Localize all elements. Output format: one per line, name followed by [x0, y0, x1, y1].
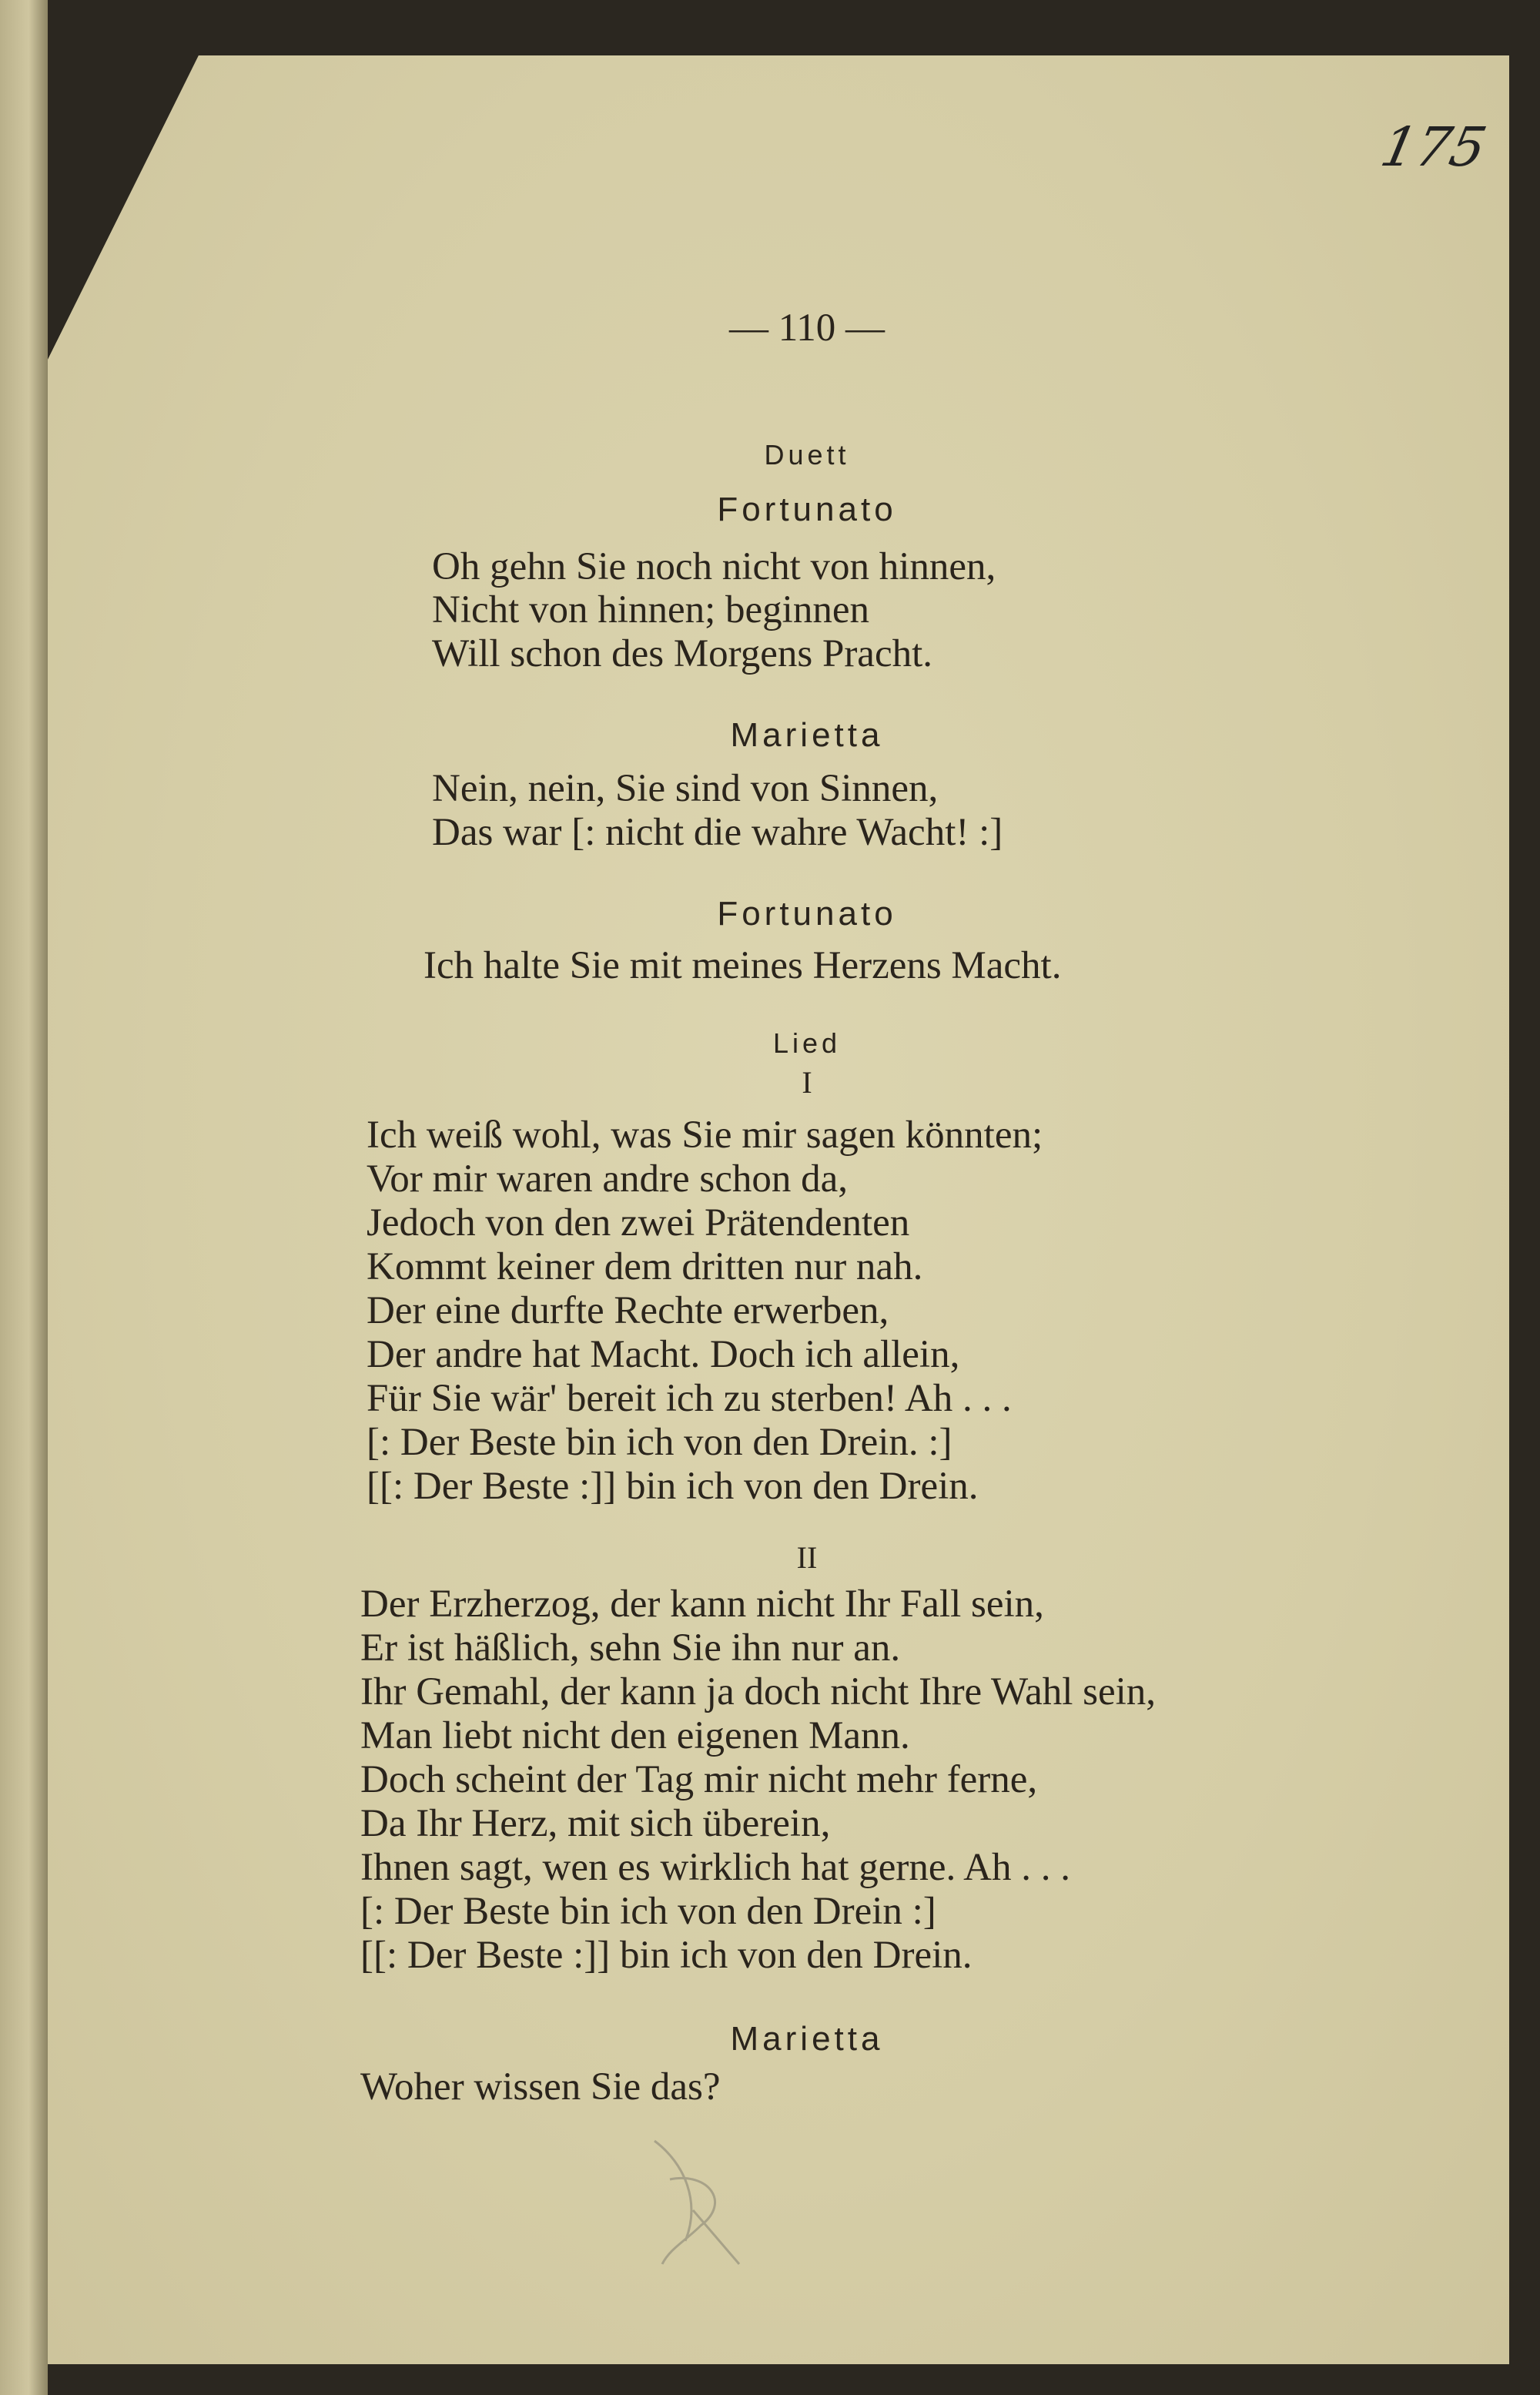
verse-line: Der andre hat Macht. Doch ich allein,: [367, 1333, 960, 1376]
section-heading-lied: Lied: [772, 1027, 842, 1059]
verse-line: Ich halte Sie mit meines Herzens Macht.: [424, 944, 1062, 987]
verse-line: [: Der Beste bin ich von den Drein :]: [360, 1890, 936, 1933]
verse-line: Da Ihr Herz, mit sich überein,: [360, 1802, 831, 1845]
speaker-name: Marietta: [730, 716, 884, 754]
verse-line: Doch scheint der Tag mir nicht mehr ferne,: [360, 1758, 1038, 1801]
verse-line: Vor mir waren andre schon da,: [367, 1157, 849, 1201]
speaker-name: Marietta: [730, 2020, 884, 2058]
verse-line: Er ist häßlich, sehn Sie ihn nur an.: [360, 1626, 901, 1670]
verse-line: Das war [: nicht die wahre Wacht! :]: [432, 811, 1003, 854]
verse-line: Der Erzherzog, der kann nicht Ihr Fall sein,: [360, 1583, 1044, 1626]
verse-line: Woher wissen Sie das?: [360, 2065, 721, 2109]
verse-line: Der eine durfte Rechte erwerben,: [367, 1289, 889, 1332]
verse-line: Ihnen sagt, wen es wirklich hat gerne. Ah . . .: [360, 1846, 1071, 1889]
verse-line: Kommt keiner dem dritten nur nah.: [367, 1245, 923, 1288]
verse-line: Man liebt nicht den eigenen Mann.: [360, 1714, 910, 1757]
verse-line: Will schon des Morgens Pracht.: [432, 632, 933, 675]
speaker-name: Fortunato: [717, 895, 897, 933]
verse-line: Nein, nein, Sie sind von Sinnen,: [432, 767, 939, 810]
speaker-name: Fortunato: [717, 491, 897, 528]
verse-line: Oh gehn Sie noch nicht von hinnen,: [432, 545, 996, 588]
verse-line: Jedoch von den zwei Prätendenten: [367, 1201, 910, 1244]
pencil-mark-icon: [639, 2133, 755, 2272]
verse-line: [[: Der Beste :]] bin ich von den Drein.: [360, 1934, 973, 1977]
verse-line: Nicht von hinnen; beginnen: [432, 588, 869, 631]
stanza-number: II: [796, 1540, 818, 1575]
verse-line: [[: Der Beste :]] bin ich von den Drein.: [367, 1465, 979, 1508]
section-heading-duett: Duett: [764, 439, 850, 471]
verse-line: [: Der Beste bin ich von den Drein. :]: [367, 1421, 952, 1464]
stanza-number: I: [802, 1065, 812, 1100]
verse-line: Für Sie wär' bereit ich zu sterben! Ah . . .: [367, 1377, 1012, 1420]
previous-page-edge: [0, 0, 48, 2395]
page-number: — 110 —: [728, 306, 886, 350]
verse-line: Ihr Gemahl, der kann ja doch nicht Ihre Wahl sein,: [360, 1670, 1157, 1713]
verse-line: Ich weiß wohl, was Sie mir sagen könnten;: [367, 1114, 1043, 1157]
archive-page-number: 175: [1375, 116, 1492, 179]
